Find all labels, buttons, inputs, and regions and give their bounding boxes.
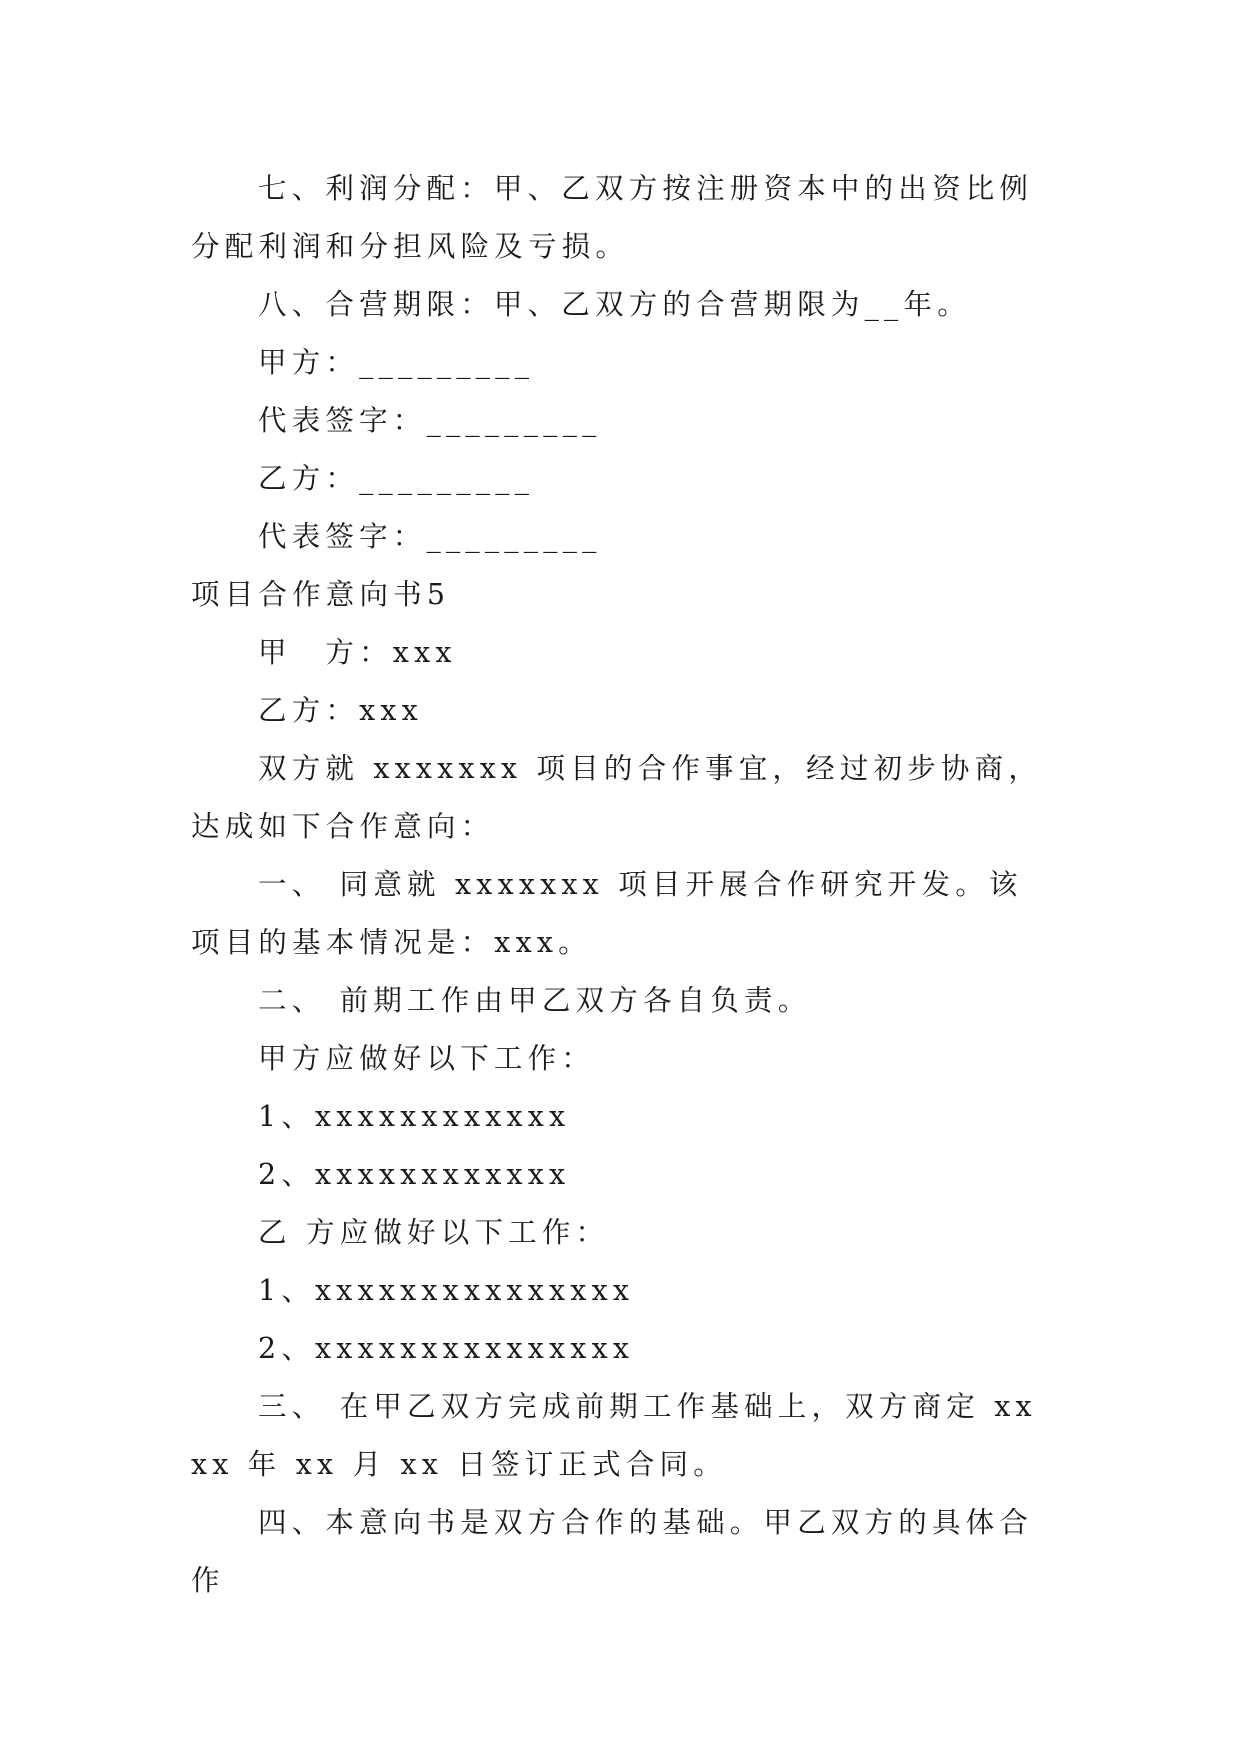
clause-one: 一、 同意就 xxxxxxx 项目开展合作研究开发。该项目的基本情况是：xxx。 [191,868,1023,959]
party-a-task-item: 1、xxxxxxxxxxxx [258,1100,571,1133]
party-b-representative-line: 代表签字：_________ [258,520,602,553]
party-b-task-item: 2、xxxxxxxxxxxxxxx [258,1332,635,1365]
party-b-name: 乙方：xxx [258,694,423,727]
document-body [191,160,1055,1610]
section-heading: 项目合作意向书5 [191,578,451,611]
party-b-signature-line: 乙方：_________ [258,462,535,495]
party-b-tasks-heading: 乙 方应做好以下工作： [258,1216,610,1249]
party-b-task-item: 1、xxxxxxxxxxxxxxx [258,1274,635,1307]
paragraph-joint-venture-term: 八、合营期限：甲、乙双方的合营期限为__年。 [258,288,971,321]
clause-three: 三、 在甲乙双方完成前期工作基础上，双方商定 xxxx 年 xx 月 xx 日签订正式合同。 [191,1390,1037,1481]
clause-four: 四、本意向书是双方合作的基础。甲乙双方的具体合作 [191,1506,1034,1597]
party-a-name: 甲 方：xxx [258,636,457,669]
clause-two: 二、 前期工作由甲乙双方各自负责。 [258,984,812,1017]
party-a-representative-line: 代表签字：_________ [258,404,602,437]
party-a-tasks-heading: 甲方应做好以下工作： [258,1042,596,1075]
paragraph-profit-distribution: 七、利润分配：甲、乙双方按注册资本中的出资比例分配利润和分担风险及亏损。 [191,172,1034,263]
party-a-signature-line: 甲方：_________ [258,346,535,379]
paragraph-intro: 双方就 xxxxxxx 项目的合作事宜，经过初步协商，达成如下合作意向： [191,752,1043,843]
party-a-task-item: 2、xxxxxxxxxxxx [258,1158,571,1191]
